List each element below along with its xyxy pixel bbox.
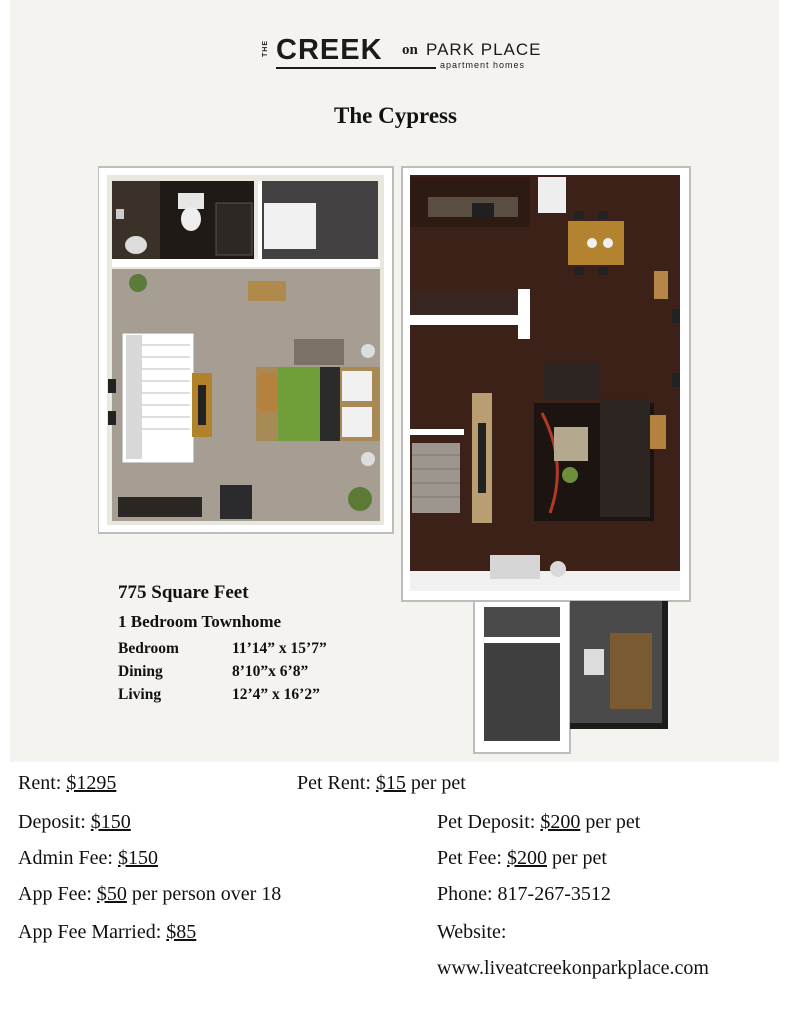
pet-rent-label: Pet Rent:	[297, 772, 376, 794]
deposit-value: $150	[90, 811, 131, 833]
rent-line	[18, 772, 116, 795]
pet-deposit-value: $200	[540, 811, 581, 833]
app-fee-married-value: $85	[166, 921, 197, 943]
pet-deposit-suffix: per pet	[580, 811, 641, 833]
pet-fee-suffix: per pet	[547, 847, 607, 869]
room-size: 8’10”x 6’8”	[232, 663, 309, 680]
table-row	[118, 661, 327, 684]
plan-title: The Cypress	[334, 103, 457, 128]
logo-rule	[276, 67, 436, 69]
deposit-line	[18, 811, 131, 834]
pet-fee-value: $200	[507, 847, 547, 869]
app-fee-married-label: App Fee Married:	[18, 921, 167, 943]
room-dimensions-table	[118, 638, 327, 707]
website-link[interactable]: www.liveatcreekonparkplace.com	[437, 957, 709, 979]
room-name: Dining	[118, 663, 163, 680]
logo-park-place: PARK PLACE	[426, 40, 542, 59]
brand-logo	[262, 36, 552, 76]
app-fee-suffix: per person over 18	[126, 883, 282, 905]
rent-label: Rent:	[18, 772, 67, 794]
pet-rent-value: $15	[375, 772, 406, 794]
app-fee-line	[18, 883, 281, 906]
logo-creek: CREEK	[276, 34, 383, 66]
rent-value: $1295	[66, 772, 117, 794]
admin-fee-value: $150	[118, 847, 158, 869]
pet-fee-label: Pet Fee:	[437, 847, 507, 869]
logo-the: THE	[262, 40, 269, 57]
phone-line: Phone: 817-267-3512	[437, 883, 611, 905]
room-name: Bedroom	[118, 640, 179, 657]
room-size: 11’14” x 15’7”	[232, 640, 327, 657]
deposit-label: Deposit:	[18, 811, 91, 833]
admin-fee-label: Admin Fee:	[18, 847, 118, 869]
admin-fee-line	[18, 847, 158, 870]
app-fee-label: App Fee:	[18, 883, 97, 905]
room-size: 12’4” x 16’2”	[232, 686, 320, 703]
table-row	[118, 684, 327, 707]
unit-specs	[118, 582, 327, 707]
pet-fee-line	[437, 847, 607, 870]
table-row	[118, 638, 327, 661]
pet-rent-suffix: per pet	[405, 772, 466, 794]
pet-rent-line	[297, 772, 466, 795]
square-feet: 775 Square Feet	[118, 582, 249, 603]
app-fee-value: $50	[96, 883, 127, 905]
logo-on: on	[402, 42, 418, 58]
pet-deposit-label: Pet Deposit:	[437, 811, 541, 833]
website-label: Website:	[437, 921, 507, 943]
app-fee-married-line	[18, 921, 196, 944]
pet-deposit-line	[437, 811, 640, 834]
room-name: Living	[118, 686, 162, 703]
unit-type: 1 Bedroom Townhome	[118, 612, 282, 631]
logo-tagline: apartment homes	[440, 60, 526, 70]
